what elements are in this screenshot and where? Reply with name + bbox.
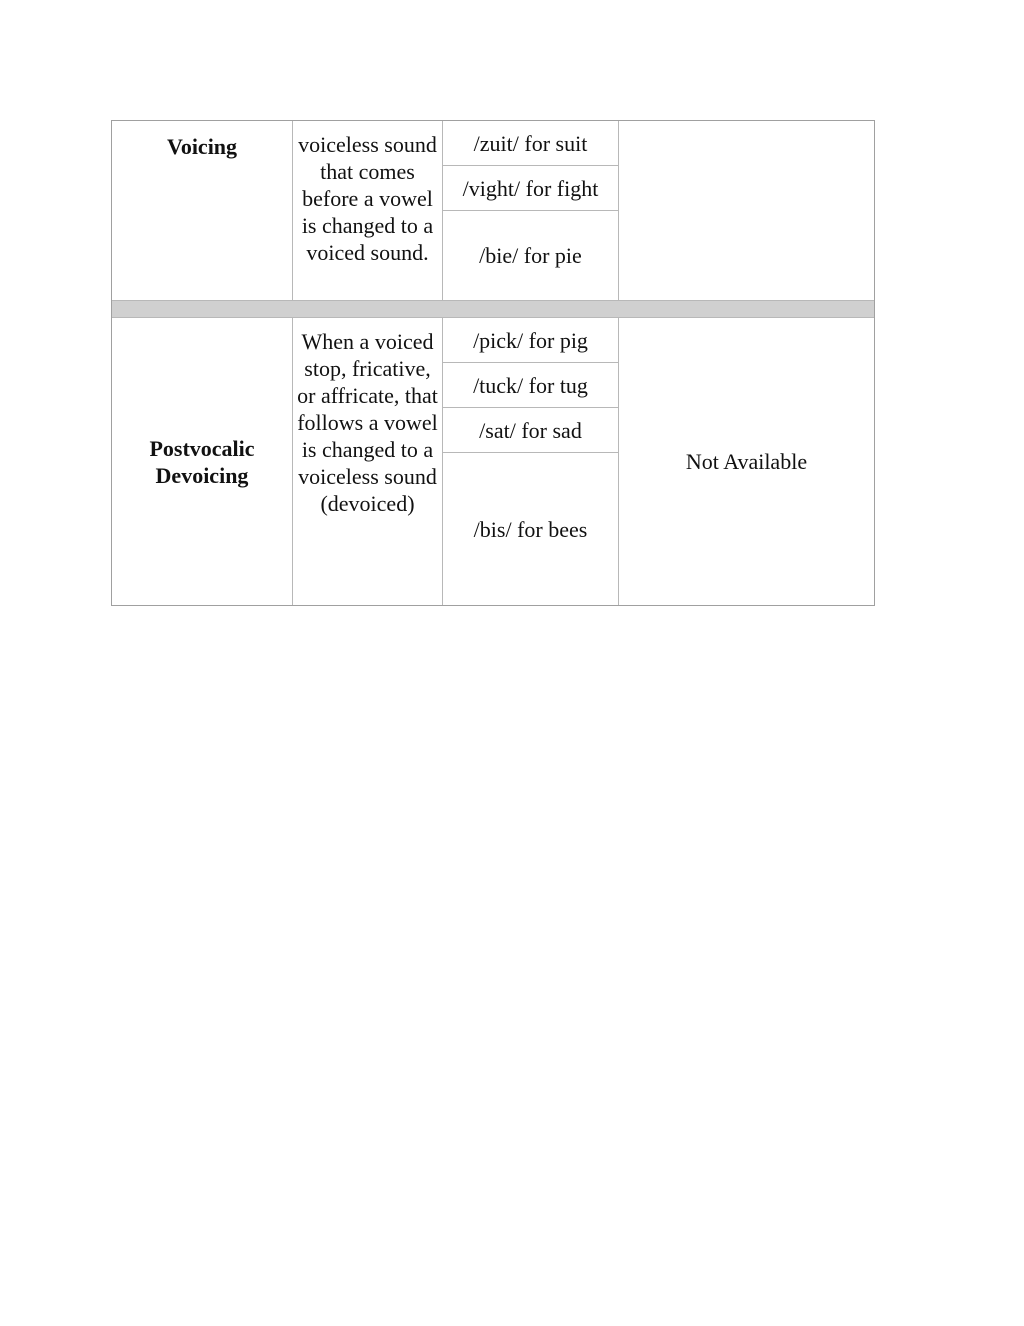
description-text: When a voiced stop, fricative, or affricate, that follows a vowel is changed to a voiceless sound (devoiced) <box>297 329 438 516</box>
example-text: /pick/ for pig <box>473 327 588 353</box>
example-cell <box>442 407 619 453</box>
row-separator <box>111 300 875 318</box>
example-text: /vight/ for fight <box>462 175 599 201</box>
example-text: /tuck/ for tug <box>473 372 588 398</box>
example-cell <box>442 452 619 606</box>
example-cell <box>442 120 619 166</box>
description-cell <box>292 120 443 301</box>
example-cell <box>442 362 619 408</box>
example-cell <box>442 165 619 211</box>
example-cell <box>442 210 619 301</box>
example-text: /bie/ for pie <box>479 243 582 268</box>
availability-cell <box>618 120 875 301</box>
term-label: Voicing <box>166 134 238 159</box>
example-text: /zuit/ for suit <box>473 130 588 156</box>
availability-text: Not Available <box>685 449 808 474</box>
example-text: /sat/ for sad <box>479 417 582 443</box>
description-text: voiceless sound that comes before a vowel is changed to a voiced sound. <box>298 132 437 265</box>
term-cell <box>111 317 293 606</box>
term-cell <box>111 120 293 301</box>
availability-cell <box>618 317 875 606</box>
example-cell <box>442 317 619 363</box>
example-text: /bis/ for bees <box>473 516 588 542</box>
term-label: Postvocalic Devoicing <box>149 435 255 488</box>
description-cell <box>292 317 443 606</box>
